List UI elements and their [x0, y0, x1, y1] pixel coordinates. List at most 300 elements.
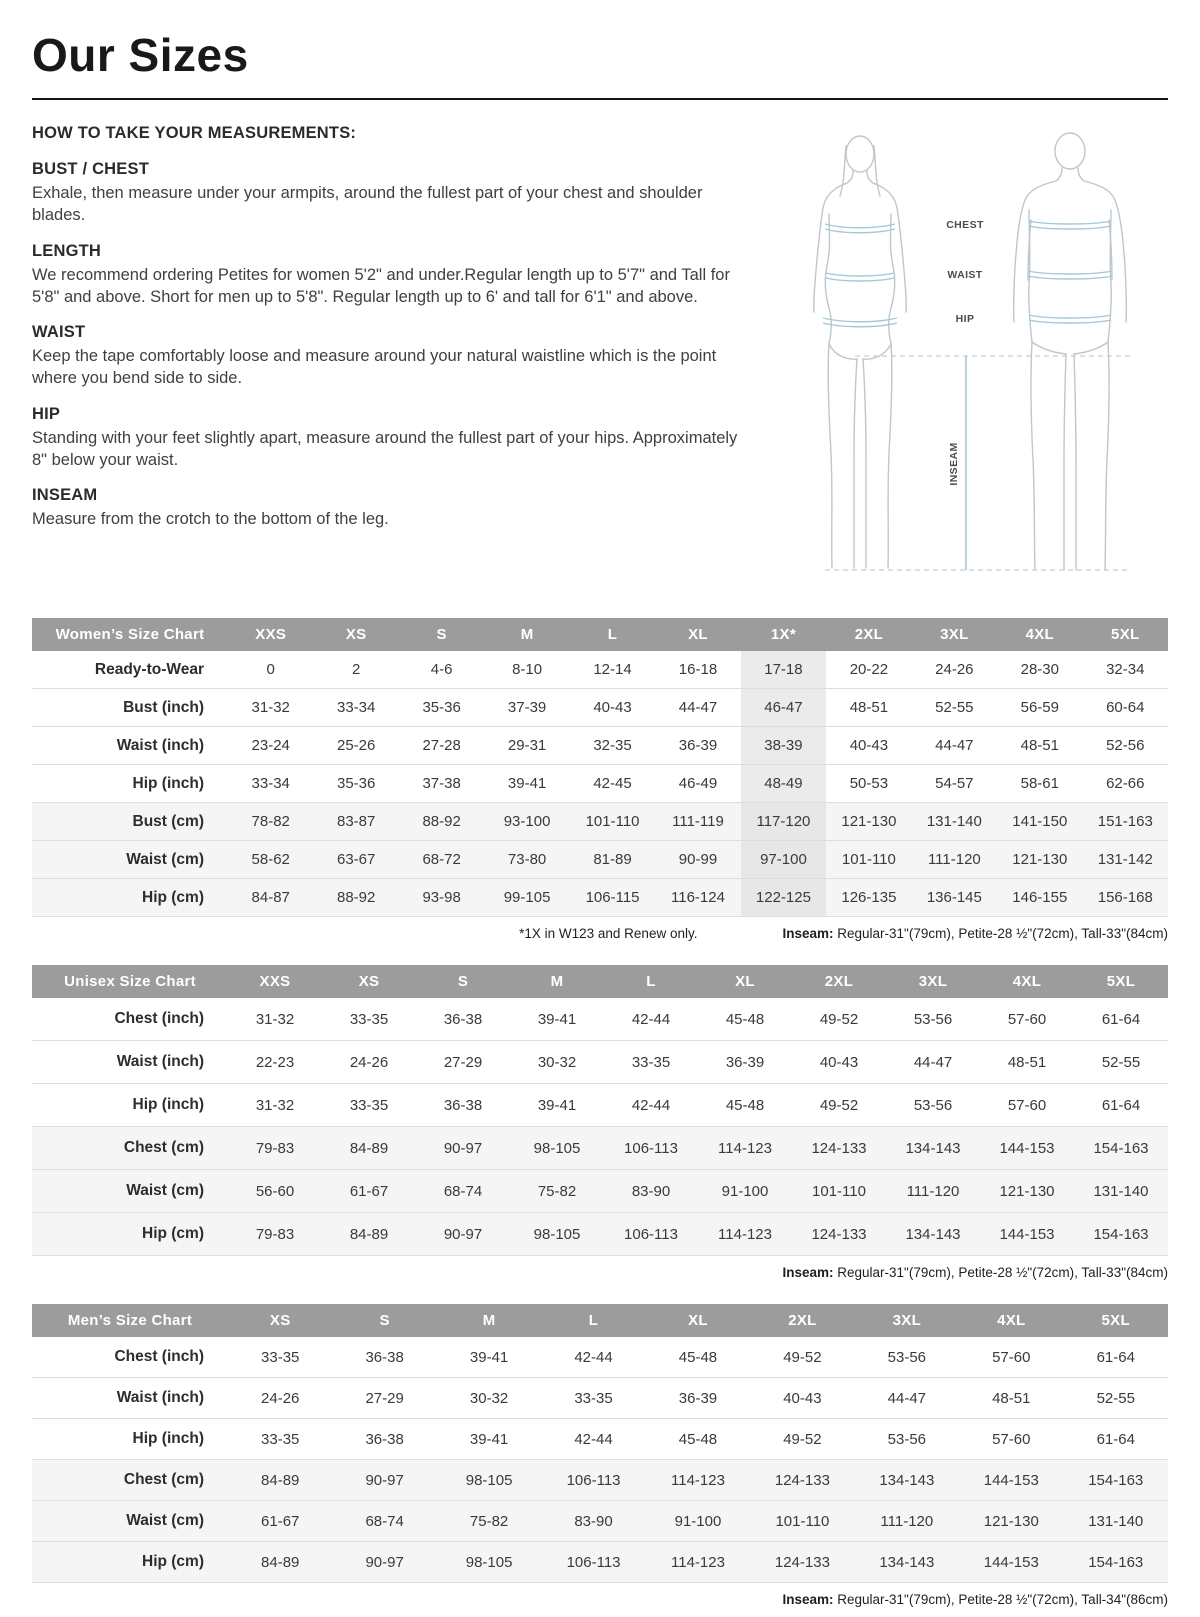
table-cell: 84-89	[349, 1139, 389, 1157]
table-cell: 45-48	[725, 1096, 765, 1114]
table-cell: 81-89	[593, 851, 632, 868]
table-cell: 111-120	[927, 851, 981, 868]
table-cell: 48-51	[1007, 1053, 1047, 1071]
table-cell: 154-163	[1093, 1225, 1149, 1243]
title-divider	[32, 98, 1168, 100]
table-cell: 134-143	[905, 1225, 961, 1243]
table-cell: 101-110	[775, 1512, 830, 1530]
row-label: Waist (cm)	[126, 1182, 204, 1199]
table-cell: 42-44	[574, 1430, 613, 1448]
table-cell: 30-32	[537, 1053, 577, 1071]
table-cell: 40-43	[593, 699, 632, 716]
row-label: Hip (inch)	[132, 1096, 204, 1113]
size-table	[32, 1304, 1168, 1583]
hip-label: HIP	[955, 313, 975, 325]
table-cell: 61-67	[261, 1512, 300, 1530]
table-cell: 24-26	[261, 1389, 300, 1407]
instruction-section-length	[32, 242, 756, 309]
table-cell: 36-39	[725, 1053, 765, 1071]
table-cell: 17-18	[741, 651, 826, 689]
table-cell: 68-74	[365, 1512, 404, 1530]
column-header: M	[510, 965, 604, 998]
table-cell: 73-80	[507, 851, 547, 868]
table-cell: 42-44	[631, 1096, 671, 1114]
table-row	[32, 803, 1168, 841]
table-cell: 60-64	[1106, 699, 1145, 716]
row-label: Waist (inch)	[116, 1053, 204, 1070]
table-cell: 124-133	[811, 1139, 867, 1157]
table-cell: 57-60	[992, 1348, 1031, 1366]
table-cell: 93-100	[503, 813, 551, 830]
table-cell: 146-155	[1012, 889, 1068, 906]
table-cell: 154-163	[1088, 1471, 1144, 1489]
table-cell: 39-41	[507, 775, 547, 792]
mens-size-chart	[32, 1304, 1168, 1607]
table-cell: 36-39	[678, 1389, 718, 1407]
table-cell: 84-87	[251, 889, 290, 906]
row-label: Hip (cm)	[142, 1225, 204, 1242]
table-row	[32, 1213, 1168, 1256]
table-cell: 154-163	[1093, 1139, 1149, 1157]
table-cell: 121-130	[841, 813, 897, 830]
table-cell: 144-153	[983, 1553, 1039, 1571]
section-title: INSEAM	[32, 486, 98, 505]
table-cell: 61-64	[1101, 1096, 1141, 1114]
table-cell: 97-100	[741, 841, 826, 879]
table-cell: 32-35	[593, 737, 632, 754]
inseam-note: Inseam: Regular-31"(79cm), Petite-28 ½"(72cm), Tall-33"(84cm)	[782, 1265, 1168, 1280]
table-cell: 114-123	[718, 1139, 772, 1157]
table-cell: 116-124	[671, 889, 725, 906]
table-row	[32, 727, 1168, 765]
column-header: S	[416, 965, 510, 998]
table-cell: 84-89	[261, 1471, 300, 1489]
table-cell: 151-163	[1097, 813, 1153, 830]
table-cell: 83-90	[631, 1182, 671, 1200]
table-cell: 44-47	[935, 737, 974, 754]
table-header-row	[32, 618, 1168, 651]
table-cell: 2	[352, 661, 361, 678]
table-row	[32, 841, 1168, 879]
table-cell: 101-110	[585, 813, 640, 830]
table-cell: 36-39	[678, 737, 718, 754]
table-cell: 49-52	[783, 1348, 822, 1366]
table-cell: 42-44	[631, 1010, 671, 1028]
table-cell: 131-142	[1097, 851, 1153, 868]
table-cell: 33-35	[349, 1010, 389, 1028]
table-cell: 68-74	[443, 1182, 483, 1200]
table-cell: 79-83	[255, 1139, 295, 1157]
row-label: Bust (inch)	[123, 698, 204, 716]
instruction-section-waist	[32, 323, 756, 390]
table-cell: 131-140	[1088, 1512, 1144, 1530]
column-header: M	[437, 1304, 541, 1337]
table-cell: 134-143	[905, 1139, 961, 1157]
table-cell: 42-44	[574, 1348, 613, 1366]
section-text: Exhale, then measure under your armpits, around the fullest part of your chest and shoulder blades.	[32, 184, 703, 225]
table-cell: 106-113	[566, 1471, 621, 1489]
table-row	[32, 651, 1168, 689]
table-row	[32, 765, 1168, 803]
table-cell: 90-97	[365, 1471, 404, 1489]
table-cell: 156-168	[1097, 889, 1153, 906]
row-label: Chest (inch)	[114, 1010, 204, 1027]
table-cell: 136-145	[926, 889, 982, 906]
table-cell: 68-72	[422, 851, 461, 868]
page-title: Our Sizes	[32, 29, 249, 81]
section-title: HIP	[32, 404, 61, 423]
table-cell: 39-41	[537, 1010, 577, 1028]
column-header: 2XL	[792, 965, 886, 998]
table-title: Women’s Size Chart	[32, 618, 228, 651]
table-cell: 52-55	[1101, 1053, 1141, 1071]
table-cell: 61-67	[349, 1182, 389, 1200]
size-table	[32, 965, 1168, 1256]
table-cell: 83-90	[574, 1512, 613, 1530]
table-cell: 52-55	[935, 699, 974, 716]
table-cell: 106-113	[624, 1139, 678, 1157]
table-cell: 126-135	[841, 889, 897, 906]
table-title: Men’s Size Chart	[32, 1304, 228, 1337]
table-cell: 75-82	[537, 1182, 577, 1200]
section-text: Keep the tape comfortably loose and measure around your natural waistline which is the point where you bend side to side.	[32, 347, 717, 388]
row-label: Chest (cm)	[123, 1139, 204, 1156]
row-label: Ready-to-Wear	[94, 660, 204, 678]
table-cell: 57-60	[1007, 1096, 1047, 1114]
table-cell: 40-43	[783, 1389, 822, 1407]
chest-label: CHEST	[946, 219, 984, 231]
row-label: Hip (cm)	[142, 1553, 204, 1570]
column-header: 4XL	[959, 1304, 1063, 1337]
table-cell: 114-123	[671, 1471, 725, 1489]
table-cell: 44-47	[678, 699, 718, 716]
column-header: L	[541, 1304, 645, 1337]
table-cell: 46-47	[741, 689, 826, 727]
table-row	[32, 1337, 1168, 1378]
section-text: We recommend ordering Petites for women 5'2" and under.Regular length up to 5'7" and Tall for 5'8" and above. Short for men up to 5'8". Regular length up to 6' and tall for 6'1" and above.	[32, 265, 730, 306]
table-cell: 36-38	[443, 1096, 483, 1114]
row-label: Bust (cm)	[132, 812, 204, 830]
table-cell: 84-89	[261, 1553, 300, 1571]
table-row	[32, 879, 1168, 917]
table-cell: 36-38	[365, 1348, 404, 1366]
instructions-heading: HOW TO TAKE YOUR MEASUREMENTS:	[32, 124, 357, 142]
table-cell: 57-60	[992, 1430, 1031, 1448]
table-cell: 58-61	[1020, 775, 1059, 792]
table-cell: 36-38	[365, 1430, 404, 1448]
inseam-note: Inseam: Regular-31"(79cm), Petite-28 ½"(72cm), Tall-34"(86cm)	[782, 1592, 1168, 1607]
column-header: 5XL	[1083, 618, 1168, 651]
column-header: XL	[646, 1304, 750, 1337]
table-cell: 22-23	[255, 1053, 295, 1071]
section-title: BUST / CHEST	[32, 160, 149, 178]
column-header: M	[484, 618, 569, 651]
table-cell: 90-97	[443, 1139, 483, 1157]
table-cell: 36-38	[443, 1010, 483, 1028]
measurement-diagram	[772, 124, 1168, 594]
table-cell: 106-113	[624, 1225, 678, 1243]
table-note: *1X in W123 and Renew only.	[519, 926, 698, 941]
table-cell: 38-39	[741, 727, 826, 765]
table-cell: 31-32	[255, 1096, 295, 1114]
table-row	[32, 1501, 1168, 1542]
table-cell: 27-29	[365, 1389, 404, 1407]
table-cell: 33-35	[574, 1389, 613, 1407]
table-cell: 57-60	[1007, 1010, 1047, 1028]
row-label: Hip (inch)	[132, 1430, 204, 1447]
column-header: 5XL	[1074, 965, 1168, 998]
table-cell: 35-36	[336, 775, 376, 792]
table-cell: 131-140	[1093, 1182, 1149, 1200]
table-cell: 101-110	[841, 851, 896, 868]
table-cell: 56-60	[255, 1182, 295, 1200]
column-header: 4XL	[997, 618, 1082, 651]
row-label: Waist (cm)	[126, 1512, 204, 1529]
column-header: 3XL	[886, 965, 980, 998]
table-cell: 106-113	[566, 1553, 621, 1571]
table-cell: 121-130	[983, 1512, 1039, 1530]
table-cell: 39-41	[469, 1348, 509, 1366]
section-text: Standing with your feet slightly apart, measure around the fullest part of your hips. Approximately 8" below your waist.	[32, 428, 738, 469]
table-cell: 33-34	[336, 699, 376, 716]
row-label: Chest (cm)	[123, 1471, 204, 1488]
table-cell: 53-56	[913, 1096, 953, 1114]
row-label: Hip (inch)	[132, 774, 204, 792]
table-row	[32, 1170, 1168, 1213]
column-header: XXS	[228, 965, 322, 998]
table-cell: 46-49	[678, 775, 718, 792]
table-title: Unisex Size Chart	[32, 965, 228, 998]
table-row	[32, 1041, 1168, 1084]
table-cell: 4-6	[430, 661, 453, 678]
table-cell: 24-26	[935, 661, 974, 678]
measurement-instructions	[32, 124, 756, 594]
column-header: 4XL	[980, 965, 1074, 998]
table-cell: 75-82	[469, 1512, 509, 1530]
table-cell: 90-97	[365, 1553, 404, 1571]
table-cell: 111-119	[672, 813, 724, 830]
table-cell: 90-97	[443, 1225, 483, 1243]
table-cell: 88-92	[336, 889, 376, 906]
table-cell: 52-55	[1096, 1389, 1135, 1407]
table-cell: 84-89	[349, 1225, 389, 1243]
table-cell: 49-52	[819, 1010, 859, 1028]
table-cell: 79-83	[255, 1225, 295, 1243]
table-cell: 98-105	[465, 1471, 513, 1489]
table-header-row	[32, 965, 1168, 998]
table-cell: 12-14	[593, 661, 632, 678]
table-cell: 111-120	[880, 1512, 934, 1530]
table-cell: 117-120	[741, 803, 826, 841]
table-cell: 53-56	[913, 1010, 953, 1028]
column-header: L	[570, 618, 655, 651]
table-cell: 49-52	[783, 1430, 822, 1448]
row-label: Waist (inch)	[116, 1389, 204, 1406]
table-cell: 40-43	[819, 1053, 859, 1071]
table-cell: 98-105	[465, 1553, 513, 1571]
table-cell: 62-66	[1106, 775, 1145, 792]
table-cell: 33-35	[631, 1053, 671, 1071]
unisex-size-chart-section	[32, 965, 1168, 1280]
table-cell: 45-48	[678, 1348, 718, 1366]
table-cell: 29-31	[507, 737, 547, 754]
table-cell: 106-115	[585, 889, 640, 906]
column-header: XL	[698, 965, 792, 998]
table-cell: 48-51	[992, 1389, 1031, 1407]
table-cell: 114-123	[718, 1225, 772, 1243]
table-cell: 91-100	[674, 1512, 722, 1530]
table-row	[32, 689, 1168, 727]
section-title: WAIST	[32, 323, 86, 342]
table-cell: 131-140	[926, 813, 982, 830]
table-cell: 91-100	[721, 1182, 769, 1200]
table-cell: 37-38	[422, 775, 461, 792]
table-cell: 27-29	[443, 1053, 483, 1071]
table-cell: 44-47	[913, 1053, 953, 1071]
column-header: L	[604, 965, 698, 998]
table-row	[32, 1127, 1168, 1170]
table-cell: 48-51	[849, 699, 889, 716]
table-cell: 32-34	[1106, 661, 1145, 678]
table-cell: 141-150	[1012, 813, 1068, 830]
table-cell: 31-32	[255, 1010, 295, 1028]
table-cell: 54-57	[935, 775, 974, 792]
row-label: Chest (inch)	[114, 1348, 204, 1365]
instruction-section-hip	[32, 405, 756, 472]
table-cell: 134-143	[879, 1471, 935, 1489]
table-cell: 121-130	[1012, 851, 1068, 868]
table-cell: 144-153	[983, 1471, 1039, 1489]
table-cell: 24-26	[349, 1053, 389, 1071]
column-header: S	[332, 1304, 436, 1337]
column-header: 1X*	[741, 618, 826, 651]
table-cell: 42-45	[593, 775, 632, 792]
table-cell: 154-163	[1088, 1553, 1144, 1571]
table-cell: 101-110	[812, 1182, 866, 1200]
instruction-section-inseam	[32, 486, 756, 530]
table-cell: 83-87	[336, 813, 376, 830]
table-header-row	[32, 1304, 1168, 1337]
table-cell: 144-153	[999, 1225, 1055, 1243]
column-header: 2XL	[750, 1304, 854, 1337]
instruction-section-bust-chest	[32, 160, 756, 227]
table-cell: 144-153	[999, 1139, 1055, 1157]
table-cell: 63-67	[336, 851, 376, 868]
table-cell: 78-82	[251, 813, 290, 830]
man-figure-outline	[1014, 133, 1127, 570]
table-cell: 122-125	[741, 879, 826, 917]
table-cell: 124-133	[811, 1225, 867, 1243]
table-row	[32, 1084, 1168, 1127]
table-cell: 30-32	[469, 1389, 509, 1407]
table-cell: 40-43	[849, 737, 889, 754]
table-cell: 114-123	[671, 1553, 725, 1571]
woman-figure-outline	[814, 136, 907, 568]
section-title: LENGTH	[32, 241, 102, 260]
table-cell: 16-18	[678, 661, 718, 678]
table-cell: 25-26	[336, 737, 376, 754]
waist-label: WAIST	[947, 269, 983, 281]
column-header: XS	[228, 1304, 332, 1337]
table-cell: 44-47	[887, 1389, 927, 1407]
table-cell: 20-22	[849, 661, 889, 678]
inseam-label: INSEAM	[948, 442, 960, 486]
table-cell: 61-64	[1101, 1010, 1141, 1028]
womens-size-chart	[32, 618, 1168, 941]
table-cell: 35-36	[422, 699, 461, 716]
section-text: Measure from the crotch to the bottom of the leg.	[32, 510, 389, 529]
table-row	[32, 1460, 1168, 1501]
column-header: 2XL	[826, 618, 911, 651]
table-cell: 33-35	[261, 1430, 300, 1448]
unisex-size-chart	[32, 965, 1168, 1280]
table-cell: 90-99	[678, 851, 718, 868]
table-cell: 45-48	[678, 1430, 718, 1448]
body-measurement-figure	[780, 124, 1160, 594]
table-cell: 121-130	[999, 1182, 1055, 1200]
column-header: XS	[313, 618, 398, 651]
table-cell: 33-35	[261, 1348, 300, 1366]
table-row	[32, 1542, 1168, 1583]
table-footnote	[32, 926, 1168, 941]
table-footnote	[32, 1265, 1168, 1280]
table-cell: 56-59	[1020, 699, 1059, 716]
column-header: XS	[322, 965, 416, 998]
table-cell: 99-105	[503, 889, 551, 906]
table-row	[32, 1419, 1168, 1460]
table-row	[32, 998, 1168, 1041]
table-cell: 53-56	[887, 1348, 927, 1366]
table-cell: 8-10	[512, 661, 543, 678]
table-cell: 0	[266, 661, 275, 678]
table-cell: 39-41	[537, 1096, 577, 1114]
table-cell: 98-105	[533, 1225, 581, 1243]
table-cell: 37-39	[507, 699, 547, 716]
table-cell: 27-28	[422, 737, 461, 754]
table-cell: 88-92	[422, 813, 461, 830]
table-cell: 23-24	[251, 737, 290, 754]
table-cell: 134-143	[879, 1553, 935, 1571]
column-header: XL	[655, 618, 740, 651]
womens-size-chart-section	[32, 618, 1168, 941]
column-header: 3XL	[912, 618, 997, 651]
table-cell: 61-64	[1096, 1430, 1135, 1448]
table-cell: 124-133	[774, 1553, 830, 1571]
table-cell: 33-34	[251, 775, 290, 792]
measurement-content	[32, 124, 1168, 594]
table-cell: 48-51	[1020, 737, 1059, 754]
table-cell: 45-48	[725, 1010, 765, 1028]
table-cell: 33-35	[349, 1096, 389, 1114]
mens-size-chart-section	[32, 1304, 1168, 1607]
row-label: Waist (cm)	[126, 850, 204, 868]
table-cell: 52-56	[1106, 737, 1145, 754]
table-cell: 49-52	[819, 1096, 859, 1114]
table-cell: 53-56	[887, 1430, 927, 1448]
row-label: Hip (cm)	[142, 888, 204, 906]
table-cell: 28-30	[1020, 661, 1059, 678]
inseam-note: Inseam: Regular-31"(79cm), Petite-28 ½"(72cm), Tall-33"(84cm)	[782, 926, 1168, 941]
table-cell: 48-49	[741, 765, 826, 803]
table-cell: 111-120	[906, 1182, 960, 1200]
table-cell: 31-32	[251, 699, 290, 716]
table-cell: 39-41	[469, 1430, 509, 1448]
column-header: XXS	[228, 618, 313, 651]
table-cell: 98-105	[533, 1139, 581, 1157]
table-cell: 124-133	[774, 1471, 830, 1489]
table-cell: 61-64	[1096, 1348, 1135, 1366]
column-header: S	[399, 618, 484, 651]
